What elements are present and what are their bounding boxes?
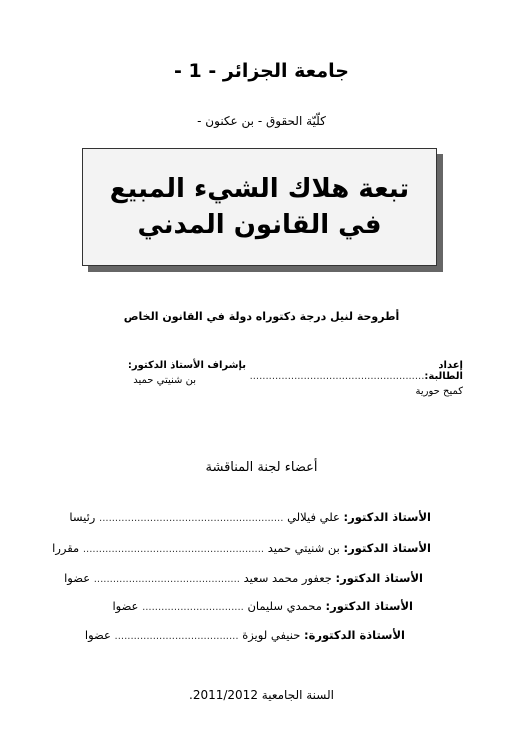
dotted-leader: ..........................................................: [99, 513, 284, 524]
student-name: كميح حورية: [415, 386, 463, 397]
member-name: جعفور محمد سعيد: [243, 571, 332, 585]
committee-member-3: [64, 571, 423, 585]
dotted-leader: ................................: [142, 602, 244, 613]
student-label: إعداد الطالبة:: [424, 360, 463, 382]
student-block: [249, 360, 463, 397]
member-name: بن شنيتي حميد: [267, 541, 340, 555]
member-name: علي فيلالي: [287, 510, 340, 524]
member-role: رئيسا: [69, 510, 96, 524]
member-title: الأستاذ الدكتور:: [343, 510, 431, 524]
thesis-title-line-1: تبعة هلاك الشيء المبيع: [109, 174, 410, 204]
academic-year: السنة الجامعية 2011/2012.: [189, 688, 334, 702]
thesis-title-box: [82, 148, 437, 266]
thesis-title-line-2: في القانون المدني: [137, 210, 382, 240]
supervisor-name: بن شنيتي حميد: [133, 375, 196, 386]
member-name: محمدي سليمان: [247, 599, 322, 613]
dotted-leader: .......................................: [114, 631, 239, 642]
committee-member-5: [85, 628, 405, 642]
dotted-leader: .........................................................: [82, 544, 265, 555]
committee-member-2: [52, 541, 431, 555]
dotted-leader: ..............................................: [93, 574, 240, 585]
member-role: مقررا: [52, 541, 80, 555]
committee-heading: أعضاء لجنة المناقشة: [205, 460, 318, 475]
dotted-leader: .......................................................: [249, 371, 425, 382]
committee-member-1: [69, 510, 431, 524]
supervisor-block: [66, 360, 246, 386]
member-role: عضوا: [84, 628, 111, 642]
member-title: الأستاذ الدكتور:: [325, 599, 413, 613]
university-name: جامعة الجزائر - 1 -: [174, 60, 349, 82]
member-name: حنيفي لويزة: [242, 628, 301, 642]
member-role: عضوا: [112, 599, 139, 613]
member-title: الأستاذ الدكتور:: [343, 541, 431, 555]
member-title: الأستاذة الدكتورة:: [303, 628, 405, 642]
member-role: عضوا: [64, 571, 91, 585]
member-title: الأستاذ الدكتور:: [335, 571, 423, 585]
faculty-name: كلّيّة الحقوق - بن عكنون -: [197, 114, 326, 128]
thesis-type: أطروحة لنيل درجة دكتوراه دولة في القانون الخاص: [123, 310, 400, 323]
committee-member-4: [112, 599, 413, 613]
supervisor-label: بإشراف الأستاذ الدكتور:: [127, 360, 246, 371]
